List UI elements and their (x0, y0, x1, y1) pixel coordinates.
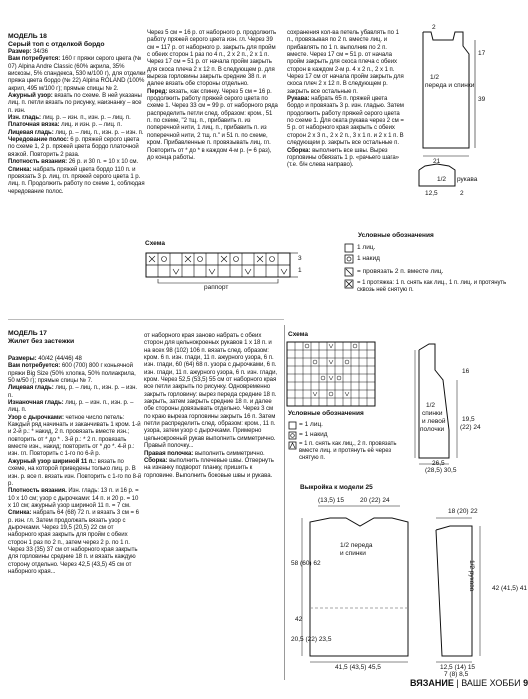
vest-schematic (405, 330, 509, 472)
m17-rev-stockinette-text: лиц. р. – изн. п., изн. р. – лиц. п. (8, 400, 134, 414)
stripes-label: Чередование полос: (8, 137, 69, 144)
m17-lace-label: Ажурный узор шириной 11 п.: (8, 458, 97, 465)
m17-materials-text: 600 (700) 800 г коньячной пряжи Big Size (50% хлопка, 50% полиакрила, 50 м/50 г); прямые спицы № 7. (8, 363, 136, 385)
m17-gauge-text: Изн. гладь: 13 п. и 16 р. = 10 х 10 см; узор с дырочками: 14 п. и 20 р. = 10 х 10 см; ажурный узор шириной 11 п. = 7 см. (8, 488, 139, 509)
stockinette-label: Лицевая гладь: (8, 129, 54, 136)
p25-top-dim-2: 20 (22) 24 (360, 497, 390, 504)
rev-stockinette-text: лиц. р. – изн. п., изн. р. – лиц. п. (40, 115, 131, 122)
lace-label: Ажурный узор: (8, 93, 53, 100)
model18-col2-text: Через 5 см = 16 р. от наборного р. продолжить работу пряжей серого цвета изн. гл. Через 39 см = 117 р. от наборного р. закрыть для пройм с обеих сторон 1 раз по 4 п., 2 х 2 п., 2 х 1 п. Через 17 см = 51 р. от начала пройм закрыть для скоса плеча 2 х 12 п. В следующем р. для выреза горловины закрыть средние 38 п. и далее вязать обе стороны отдельно. (147, 30, 277, 88)
p25-height-3: 20,5 (22) 23,5 (291, 636, 332, 643)
model17-column-2 (144, 333, 279, 480)
sleeves-label: Рукава: (287, 96, 310, 103)
m17-back-label: Спинка: (8, 510, 32, 517)
dim-2-label: 2 (432, 24, 436, 31)
vest-back-label: спинки (422, 410, 443, 417)
back-label: Спинка: (8, 166, 32, 173)
p25-back-label: и спинки (340, 550, 366, 557)
legend2-item-knit: = 1 лиц. (299, 421, 323, 428)
p25-right-top-label: 18 (20) 22 (448, 508, 478, 515)
dim-half-label: 1/2 (430, 74, 440, 81)
legend1-item-k2tog: = провязать 2 п. вместе лиц. (357, 268, 444, 275)
legend2-title: Условные обозначения (288, 410, 364, 417)
m17-gauge-label: Плотность вязания. (8, 488, 67, 495)
m17-back-text: набрать 64 (68) 72 п. и вязать 3 см = 6 р. изн. гл. Затем продолжать вязать узор с дырочками. Через 19,5 (20,5) 22 см от наборного края закрыть для пройм с обеих сторон 1 раз по 2 п., затем через 2 р. по 1 п. Через 33 (35) 37 см от наборного края закрыть для горловины средние 18 п. и вязать каждую сторону отдельно. Через 42,5 (43,5) 45 см от наборного края... (8, 510, 139, 575)
legend1-item-yo: 1 накид (357, 255, 380, 262)
dim-21-label: 21 (433, 158, 441, 165)
p25-height-1: 58 (60) 62 (291, 560, 321, 567)
m17-size-text: 40/42 (44/46) 48 (36, 356, 82, 362)
size-label: Размер: (8, 49, 32, 55)
m17-eyelet-label: Узор с дырочками: (8, 414, 64, 421)
model17-title: Жилет без застежки (8, 338, 75, 345)
model18-col3-text: сохранения кол-ва петель убавлять по 1 п., провязывая по 2 п. вместе лиц. и прибавлять по 1 п. выполнив по 2 п. вместе. Через 17 см = 51 р. от начала пройм закрыть для скоса плеча с обеих сторон в каждом 2-м р. 4 х 2 п., 2 х 1 п. Через 17 см от начала пройм закрыть для скоса плеч 2 х 12 п. В следующем р. закрыть все остальные п. (287, 30, 404, 95)
section-divider (8, 319, 284, 320)
p25-sleeve-half-label: 1/2 рукава (468, 560, 475, 592)
back-text: набрать пряжей цвета бордо 110 п. и провязать 3 р. лиц. гл. пряжей серого цвета 1 р. лиц. п. Продолжить работу по схеме 1, соблюдая чередование полос. (8, 166, 145, 195)
front-text: вязать, как спинку. Через 5 см = 16 р. продолжить работу пряжей серого цвета по схеме 1. Через 33 см = 99 р. от наборного ряда распределить петли след. образом: кром., 51 п. по схеме, "2 тщ. п., прибавить п. из поперечной нити, 1 лиц. п., прибавить п. из поперечной нити, 2 тщ. п." и 51 п. по схеме, кром. Прибавленные п. провязывать лиц. гл. Повторить от * до * в каждом 4-м р. (= 6 раз), до конца работы. (147, 88, 278, 161)
legend1-symbols (345, 244, 355, 296)
legend1-item-knit: 1 лиц. (357, 244, 376, 251)
model17-column-1 (8, 356, 142, 576)
gauge-text: 26 р. и 30 п. = 10 х 10 см. (67, 159, 139, 166)
vest-w2-label: (28,5) 30,5 (425, 467, 457, 474)
pattern25-title: Выкройка к модели 25 (300, 484, 373, 491)
p25-sleeve-h-label: 42 (41,5) 41 (492, 585, 528, 592)
footer-magazine: ВЯЗАНИЕ (410, 678, 454, 688)
vest-h3-label: 16 (462, 368, 470, 375)
m17-col2-text: от наборного края заново набрать с обеих сторон для цельнокроеных рукавов 1 х 18 п. и на всех 98 (102) 106 п. вязать след. образом: кром. 6 п. изн. глади, 11 п. ажурного узора, 6 п. изн. глади, 60 (64) 68 п. узора с дырочками, 6 п. изн. глади, 11 п. ажурного узора, 6 п. изн. глади, кром. Через 52,5 (53,5) 55 см от наборного края все петли закрыть по рисунку. Одновременно закрыть горловину: вырез переда средние 18 п. закрыть, затем закрыть средние 18 п. и далее обе стороны довязывать отдельно. Через 3 см по краю выреза горловины закрыть 16 п. Затем петли распределить след. образом: кром., 11 п. узора, затем узор с дырочками. Примерно цельнокроеный рукав выполнить симметрично. Правый полочку... (144, 333, 278, 450)
vest-h2-label: (22) 24 (460, 424, 481, 431)
pattern-row-1: 1 (298, 267, 302, 274)
pattern-chart (146, 253, 306, 277)
footer-section: ВАШЕ ХОББИ (461, 678, 521, 688)
vest-half-label: 1/2 (426, 402, 436, 409)
vest-front-label: полочки (420, 426, 445, 433)
pattern-title: Схема (145, 240, 166, 247)
vest-and-label: и левой (422, 418, 446, 425)
m17-materials-label: Вам потребуется: (8, 363, 61, 370)
vest-w1-label: 26,5 (432, 460, 445, 467)
model18-schematic (405, 28, 509, 188)
model18-column-1 (8, 33, 146, 196)
legend2-item-yo: = 1 накид (299, 431, 328, 438)
m17-lace-text: вязать по схеме, на которой приведены только лиц. р. В изн. р. все п. вязать изн. Повторить с 1-го по 8-й р. (8, 458, 142, 487)
body-outline (423, 32, 469, 148)
m17-assembly-text: выполнить плечевые швы. Отвернуть на изнанку подворот планку, пришить к горловине. Выполнить боковые швы и рукава. (144, 457, 274, 479)
m17-eyelet-text: четное число петель: Каждый ряд начинать и заканчивать 1 кром. 1-й и 2-й р.: * накид, 2 п. провязать вместе изн.; повторить от * до * . 3-й р.: * 2 п. провязать вместе изн., накид; повторить от * до *. 4-й р.: изн. гл. Повторить с 1-го по 6-й р. (8, 414, 141, 458)
front-label: Перед: (147, 88, 168, 95)
lace-text: вязать по схеме. В ней указаны лиц. п. петли вязать по рисунку, наизнанку – все п. изн. (8, 93, 142, 114)
p25-sleeve-w1-label: 12,5 (14) 15 (440, 664, 476, 671)
sleeve-half-label: 1/2 (437, 176, 447, 183)
p25-front-half-label: 1/2 переда (340, 542, 373, 549)
stockinette-text: лиц. р. – лиц. п., изн. р. – изн. п. (53, 129, 144, 136)
sleeve-label: рукава (457, 176, 478, 183)
size-text: 34/36 (31, 49, 48, 55)
sleeve-12-5-label: 12,5 (425, 190, 438, 197)
p25-sleeve-w2-label: 7 (8) 8,5 (444, 671, 469, 678)
model18-column-3 (287, 30, 404, 170)
vest-outline (419, 344, 449, 458)
model18-column-2 (147, 30, 278, 162)
garter-label: Платочная вязка: (8, 122, 60, 129)
p25-width-label: 41,5 (43,5) 45,5 (335, 664, 381, 671)
m17-rev-stockinette-label: Изнаночная гладь: (8, 400, 64, 407)
assembly-text: выполнить все швы. Вырез горловины обвязать 1 р. «рачьего шага» (т.е. б/н слева направо). (287, 147, 399, 169)
m17-right-front-label: Правая полочка: (144, 450, 194, 457)
model18-heading: МОДЕЛЬ 18 (8, 33, 47, 40)
page-footer (410, 678, 528, 688)
vest-h1-label: 19,5 (462, 416, 475, 423)
garter-text: лиц. и изн. р. – лиц. п. (59, 122, 123, 129)
gauge-label: Плотность вязания: (8, 159, 68, 166)
dim-39-label: 39 (478, 96, 486, 103)
model17-heading: МОДЕЛЬ 17 (8, 330, 47, 337)
model18-title: Серый топ с отделкой бордо (8, 41, 105, 48)
legend1-title: Условные обозначения (358, 232, 434, 239)
sleeve-2-label: 2 (460, 190, 464, 197)
materials-label: Вам потребуется: (8, 56, 61, 63)
scheme2-title: Схема (288, 331, 309, 338)
pattern-row-3: 3 (298, 255, 302, 262)
p25-height-2: 42 (295, 616, 303, 623)
m17-stockinette-text: лиц. р. – лиц. п., изн. р. – изн. п. (8, 385, 138, 399)
legend2-symbols (289, 422, 299, 454)
dim-17-label: 17 (478, 50, 486, 57)
materials-text: 160 г пряжи серого цвета (№ 07) Alpina Andre Classic (60% акрила, 35% вискозы, 5% спандекса, 530 м/100 г), для отделки пряжа цвета бордо (№ 22) Alpina ROLAND (100% акрил, 495 м/100 г); прямые спицы № 2. (8, 56, 146, 92)
pattern-rapport-label: раппорт (204, 284, 229, 291)
assembly-label: Сборка: (287, 147, 311, 154)
m17-assembly-label: Сборка: (144, 457, 168, 464)
scheme2-chart (287, 342, 377, 412)
legend2-item-sk2p: = 1 п. снять как лиц., 2 п. провязать вместе лиц. и протянуть её через снятую п. (299, 441, 397, 461)
legend1-item-ssk: = 1 протяжка: 1 п. снять как лиц., 1 п. лиц. и протянуть сквозь неё снятую п. (357, 280, 507, 293)
pattern25-schematic (290, 496, 510, 676)
dim-front-back-label: переда и спинки (425, 82, 475, 89)
p25-top-dim-1: (13,5) 15 (318, 497, 345, 504)
m17-size-label: Размеры: (8, 356, 37, 362)
footer-page-number: 9 (523, 678, 528, 688)
model17-header (8, 330, 142, 346)
column-divider (284, 325, 285, 680)
stripes-text: 6 р. пряжей серого цвета по схеме 1, 2 р. пряжей цвета бордо платочной вязкой. Повторить 2 раза. (8, 137, 140, 158)
m17-stockinette-label: Лицевая гладь: (8, 385, 54, 392)
sleeves-text: набрать 65 п. пряжей цвета бордо и провязать 3 р. изн. гладью. Затем продолжить работу пряжей серого цвета по схеме 1. Для оката рукава через 2 см = 5 р. от наборного края закрыть с обеих сторон 2 х 3 п., 2 х 2 п., 3 х 1 п. и 2 х 1 п. В следующем р. закрыть все остальные п. (287, 96, 404, 147)
m17-right-front-text: выполнить симметрично. (193, 450, 265, 457)
rev-stockinette-label: Изн. гладь: (8, 115, 41, 122)
footer-separator: | (453, 678, 462, 688)
